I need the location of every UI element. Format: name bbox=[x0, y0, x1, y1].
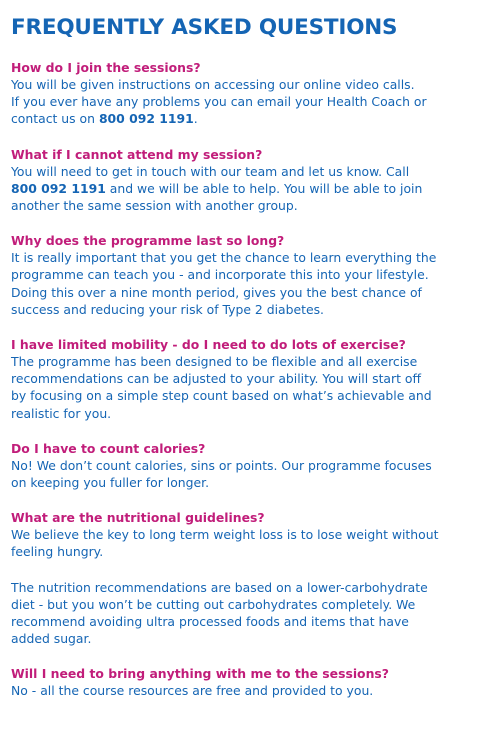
answer-line bbox=[11, 180, 491, 197]
answer-line bbox=[11, 110, 491, 127]
answer-text: contact us on bbox=[11, 111, 99, 127]
faq-question: Do I have to count calories? bbox=[11, 440, 206, 456]
answer-line: We believe the key to long term weight loss is to lose weight without bbox=[11, 527, 439, 543]
answer-line: No! We don’t count calories, sins or points. Our programme focuses bbox=[11, 457, 432, 473]
faq-answer bbox=[11, 457, 491, 491]
faq-answer bbox=[11, 249, 491, 318]
answer-line: recommendations can be adjusted to your ability. You will start off bbox=[11, 371, 422, 387]
faq-question: Why does the programme last so long? bbox=[11, 233, 285, 249]
answer-line: Doing this over a nine month period, gives you the best chance of bbox=[11, 284, 422, 300]
faq-question: I have limited mobility - do I need to do lots of exercise? bbox=[11, 337, 406, 353]
answer-line: You will be given instructions on accessing our online video calls. bbox=[11, 77, 415, 92]
answer-line: realistic for you. bbox=[11, 405, 112, 421]
answer-line: added sugar. bbox=[11, 631, 92, 647]
answer-line: No - all the course resources are free and provided to you. bbox=[11, 683, 374, 699]
faq-item-cannot-attend bbox=[11, 147, 491, 215]
faq-item-nutritional-guidelines bbox=[11, 510, 491, 647]
faq-item-bring-anything bbox=[11, 666, 491, 699]
paragraph-gap bbox=[11, 561, 491, 579]
page-title: FREQUENTLY ASKED QUESTIONS bbox=[11, 15, 398, 40]
answer-line: another the same session with another group. bbox=[11, 198, 298, 214]
faq-item-limited-mobility bbox=[11, 337, 491, 422]
answer-line: recommend avoiding ultra processed foods and items that have bbox=[11, 614, 409, 630]
faq-question: What if I cannot attend my session? bbox=[11, 146, 263, 162]
faq-page bbox=[11, 14, 491, 719]
faq-answer bbox=[11, 526, 491, 647]
faq-answer bbox=[11, 76, 491, 128]
answer-line: feeling hungry. bbox=[11, 544, 104, 560]
answer-line: The nutrition recommendations are based on a lower-carbohydrate bbox=[11, 579, 428, 595]
answer-line: success and reducing your risk of Type 2 diabetes. bbox=[11, 301, 325, 317]
answer-text: . bbox=[193, 111, 198, 127]
answer-line: You will need to get in touch with our team and let us know. Call bbox=[11, 163, 410, 179]
faq-answer bbox=[11, 163, 491, 215]
faq-answer bbox=[11, 353, 491, 422]
answer-line: It is really important that you get the chance to learn everything the bbox=[11, 250, 437, 266]
answer-line: on keeping you fuller for longer. bbox=[11, 475, 210, 491]
faq-item-join-sessions bbox=[11, 60, 491, 128]
faq-question: What are the nutritional guidelines? bbox=[11, 510, 265, 526]
phone-number: 800 092 1191 bbox=[98, 111, 194, 127]
faq-question: How do I join the sessions? bbox=[11, 60, 201, 75]
answer-text: and we will be able to help. You will be able to join bbox=[105, 180, 423, 196]
faq-item-count-calories bbox=[11, 441, 491, 491]
answer-line: by focusing on a simple step count based on what’s achievable and bbox=[11, 388, 432, 404]
faq-item-programme-length bbox=[11, 233, 491, 318]
answer-line: The programme has been designed to be flexible and all exercise bbox=[11, 354, 418, 370]
phone-number: 800 092 1191 bbox=[11, 180, 106, 196]
faq-question: Will I need to bring anything with me to the sessions? bbox=[11, 666, 389, 682]
answer-line: programme can teach you - and incorporate this into your lifestyle. bbox=[11, 267, 429, 283]
answer-line: diet - but you won’t be cutting out carbohydrates completely. We bbox=[11, 596, 416, 612]
faq-answer bbox=[11, 682, 491, 699]
answer-line: If you ever have any problems you can email your Health Coach or bbox=[11, 94, 427, 110]
